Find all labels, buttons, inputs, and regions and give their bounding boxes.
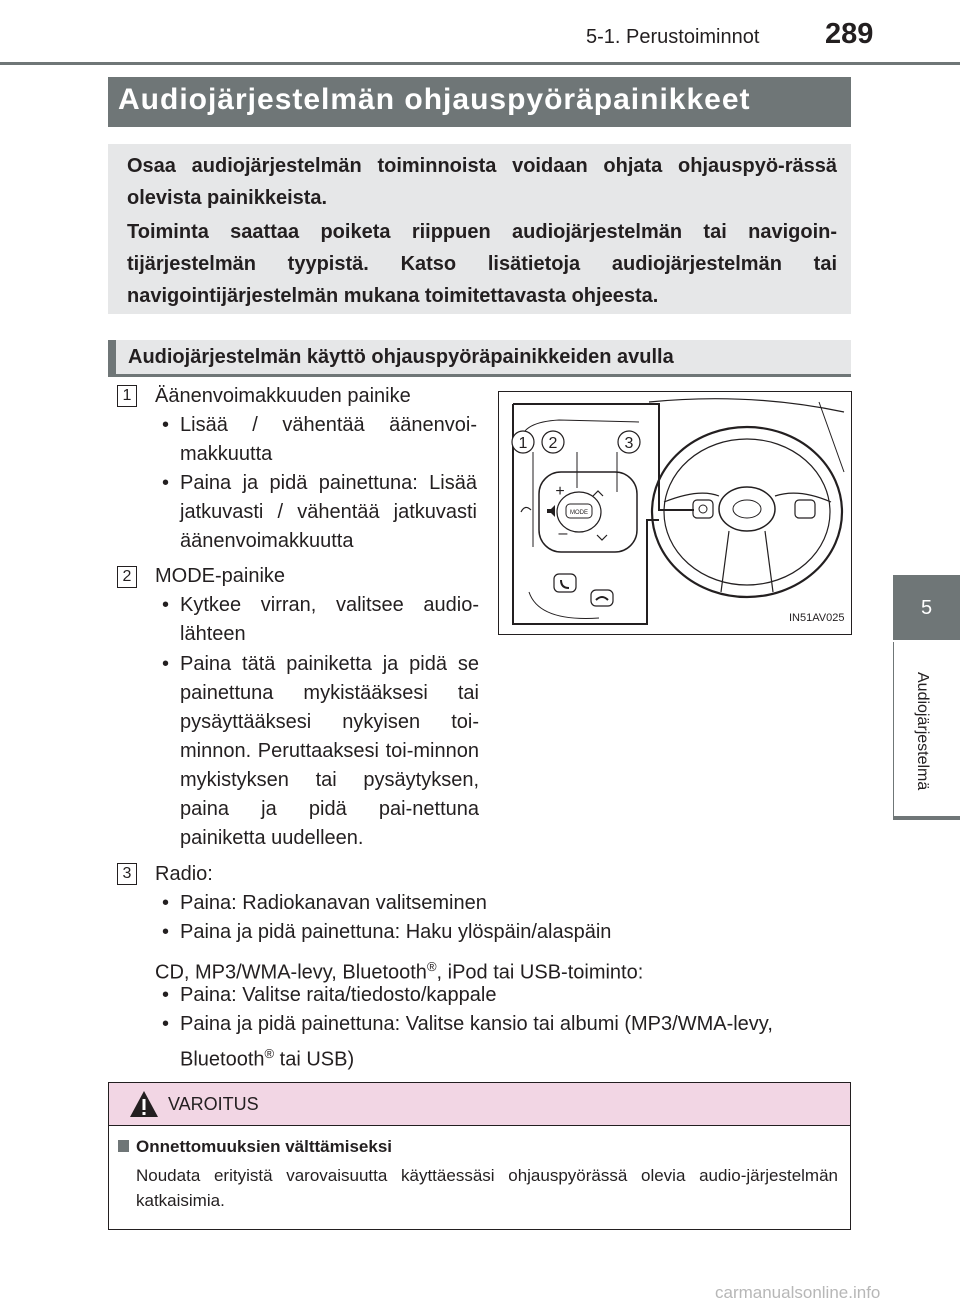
header-rule <box>0 62 960 65</box>
item-3-bullet-1: • Paina: Radiokanavan valitseminen <box>162 892 487 914</box>
item-3-title-2-a: CD, MP3/WMA-levy, Bluetooth <box>155 961 427 984</box>
warning-text: Noudata erityistä varovaisuutta käyttäessäsi ohjauspyörässä olevia audio-järjestelmän katkaisimia. <box>136 1166 838 1210</box>
figure-code: IN51AV025 <box>789 612 845 624</box>
plus-label: + <box>555 483 565 500</box>
callout-3: 3 <box>624 435 634 452</box>
warning-bullet-square <box>118 1140 129 1152</box>
page-number: 289 <box>825 18 874 50</box>
intro-paragraph-1: Osaa audiojärjestelmän toiminnoista voidaan ohjata ohjauspyö-rässä olevista painikkeista. <box>127 155 837 209</box>
callout-2: 2 <box>548 435 558 452</box>
subheading-marker <box>108 340 116 377</box>
item-1-bullet-1: • Lisää / vähentää äänenvoi-makkuutta <box>180 411 477 469</box>
item-2-bullet-2: • Paina tätä painiketta ja pidä se painettuna mykistääksesi tai pysäyttääksesi nykyisen toi-minnon. Peruttaaksesi toi-minnon mykistyksen tai pysäytyksen, paina ja pidä pai-nettuna painiketta uudelleen. <box>180 650 479 853</box>
registered-mark: ® <box>264 1046 275 1061</box>
item-3-bullet-3: • Paina: Valitse raita/tiedosto/kappale <box>162 984 497 1006</box>
item-3-bullet-4-line-2-a: Bluetooth <box>180 1048 265 1071</box>
warning-title: VAROITUS <box>168 1094 259 1114</box>
steering-wheel-drawing <box>499 392 851 634</box>
callout-1: 1 <box>518 435 528 452</box>
item-3-bullet-2-text: Paina ja pidä painettuna: Haku ylöspäin/alaspäin <box>180 921 612 943</box>
item-3-bullet-2: • Paina ja pidä painettuna: Haku ylöspäin/alaspäin <box>162 921 612 943</box>
item-number-2: 2 <box>117 566 137 588</box>
intro-paragraph-2: Toiminta saattaa poiketa riippuen audiojärjestelmän tai navigoin-tijärjestelmän tyypistä. Katso lisätietoja audiojärjestelmän tai navigointijärjestelmän mukana toimitettavasta ohjeesta. <box>127 221 837 307</box>
steering-wheel-illustration <box>498 391 852 635</box>
item-3-bullet-4: • Paina ja pidä painettuna: Valitse kansio tai albumi (MP3/WMA-levy, Bluetooth® tai USB) <box>162 1013 773 1071</box>
watermark: carmanualsonline.info <box>715 1283 881 1302</box>
item-1-bullet-2-text: Paina ja pidä painettuna: Lisää jatkuvasti / vähentää jatkuvasti äänenvoimakkuutta <box>180 472 477 552</box>
item-3-title: Radio: <box>155 863 213 885</box>
item-2-bullet-1-text: Kytkee virran, valitsee audio-lähteen <box>180 594 479 645</box>
warning-subheading: Onnettomuuksien välttämiseksi <box>136 1137 393 1156</box>
item-3-title-2-b: , iPod tai USB-toiminto: <box>436 961 644 984</box>
chapter-label: Audiojärjestelmä <box>914 672 931 791</box>
minus-label: – <box>558 525 568 542</box>
item-2-title: MODE-painike <box>155 565 286 587</box>
item-1-bullet-2: • Paina ja pidä painettuna: Lisää jatkuvasti / vähentää jatkuvasti äänenvoimakkuutta <box>180 469 477 556</box>
item-3-bullet-1-text: Paina: Radiokanavan valitseminen <box>180 892 487 914</box>
chapter-number: 5 <box>920 597 933 619</box>
item-2-bullet-2-text: Paina tätä painiketta ja pidä se painettuna mykistääksesi tai pysäyttääksesi nykyisen toi-minnon. Peruttaaksesi toi-minnon mykistyksen tai pysäytyksen, paina ja pidä pai-nettuna painiketta uudelleen. <box>180 653 479 849</box>
item-number-1: 1 <box>117 385 137 407</box>
mode-label: MODE <box>570 510 588 516</box>
item-3-bullet-3-text: Paina: Valitse raita/tiedosto/kappale <box>180 984 497 1006</box>
item-1-title: Äänenvoimakkuuden painike <box>155 385 411 407</box>
section-title: 5-1. Perustoiminnot <box>586 26 760 48</box>
chapter-tab-bottom-rule <box>893 816 960 820</box>
item-3-bullet-4-line-1: Paina ja pidä painettuna: Valitse kansio tai albumi (MP3/WMA-levy, <box>180 1013 773 1035</box>
item-2-bullet-1: • Kytkee virran, valitsee audio-lähteen <box>180 591 479 649</box>
warning-triangle-icon <box>129 1090 159 1123</box>
item-3-bullet-4-line-2-b: tai USB) <box>274 1048 355 1071</box>
subheading: Audiojärjestelmän käyttö ohjauspyöräpainikkeiden avulla <box>128 346 674 368</box>
page-title: Audiojärjestelmän ohjauspyöräpainikkeet <box>118 83 751 116</box>
registered-mark: ® <box>426 959 437 974</box>
item-number-3: 3 <box>117 863 137 885</box>
item-1-bullet-1-text: Lisää / vähentää äänenvoi-makkuutta <box>180 414 477 465</box>
